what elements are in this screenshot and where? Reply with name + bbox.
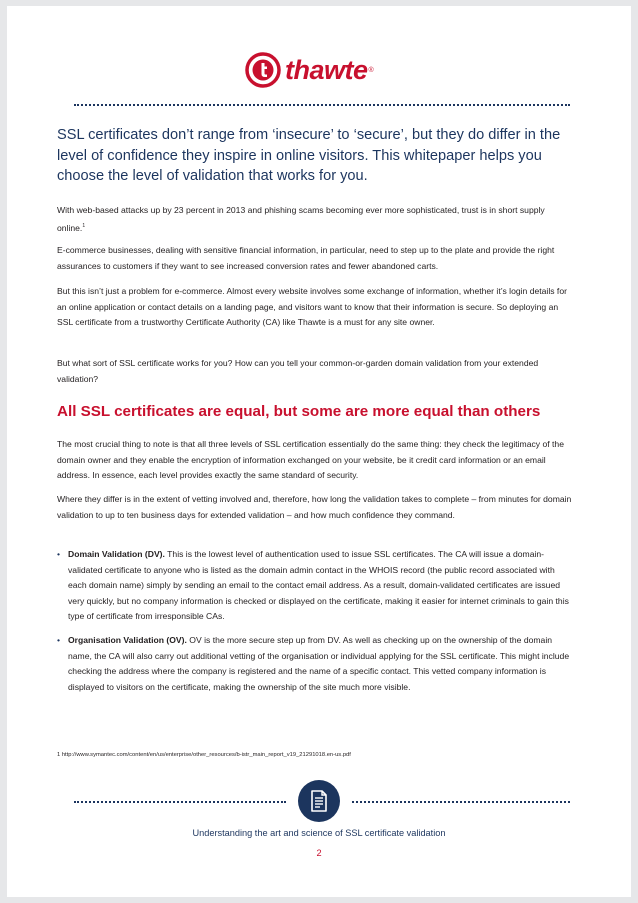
- paragraph-4: But what sort of SSL certificate works for you? How can you tell your common-or-garden domain validation from your extended validation?: [57, 358, 539, 384]
- paragraph-1-text: With web-based attacks up by 23 percent in 2013 and phishing scams becoming ever more sophisticated, trust is in short supply online.: [57, 205, 545, 233]
- bullet-item-domain-validation: [57, 547, 572, 625]
- top-dotted-divider: [74, 104, 570, 106]
- paragraph-3: But this isn’t just a problem for e-commerce. Almost every website involves some exchange of information, whether it’s login details for an online application or contact details on a landing page, and visitors want to know that their information is secure. So deploying an SSL certificate from a trustworthy Certificate Authority (CA) like Thawte is a must for any site owner.: [57, 286, 567, 328]
- section-heading: All SSL certificates are equal, but some are more equal than others: [57, 403, 541, 420]
- thawte-logo: [245, 48, 405, 92]
- bullet-term: Organisation Validation (OV).: [68, 635, 187, 645]
- logo-registered-mark: ®: [368, 66, 374, 74]
- page-number: 2: [316, 848, 322, 858]
- bullet-text: This is the lowest level of authentication used to issue SSL certificates. The CA will issue a domain-validated certificate to anyone who is listed as the domain admin contact in the WHOIS record (the public record associated with each domain name) simply by sending an email to the contact email address. As a result, domain-validated certificates are issued very quickly, but no company information is checked or displayed on the certificate, making it easier for internet criminals to gain this type of certificate from irresponsible CAs.: [68, 549, 569, 622]
- document-icon: [298, 780, 340, 822]
- bullet-text: OV is the more secure step up from DV. As well as checking up on the ownership of the domain name, the CA will also carry out additional vetting of the organisation or individual applying for the SSL certificate. This might include checking the address where the company is registered and the name of a specific contact. This vetted company information is displayed to visitors on the certificate, making the ownership of the site much more visible.: [68, 635, 570, 692]
- footnote: 1 http://www.symantec.com/content/en/us/enterprise/other_resources/b-istr_main_report_v19_21291018.en-us.pdf: [57, 752, 351, 758]
- section-paragraph-2: Where they differ is in the extent of vetting involved and, therefore, how long the validation takes to complete – from minutes for domain validation to up to ten business days for extended validation – and how much confidence they command.: [57, 494, 572, 520]
- footer-title: Understanding the art and science of SSL certificate validation: [192, 828, 446, 838]
- bullet-marker: •: [57, 549, 61, 559]
- intro-text: SSL certificates don’t range from ‘insecure’ to ‘secure’, but they do differ in the level of confidence they inspire in online visitors. This whitepaper helps you choose the level of validation that works for you.: [57, 127, 561, 184]
- bullet-term: Domain Validation (DV).: [68, 549, 165, 559]
- paragraph-2: E-commerce businesses, dealing with sensitive financial information, in particular, need to step up to the plate and provide the right assurances to customers if they want to see increased conversion rates and fewer abandoned carts.: [57, 245, 555, 271]
- bullet-item-organisation-validation: [57, 633, 572, 695]
- bottom-dotted-divider-right: [352, 801, 570, 803]
- thawte-mark-icon: [245, 52, 281, 88]
- bullet-marker: •: [57, 635, 61, 645]
- logo-wordmark: thawte: [285, 54, 368, 85]
- section-paragraph-1: The most crucial thing to note is that all three levels of SSL certification essentially do the same thing: they check the legitimacy of the domain owner and they enable the encryption of information exchanged on your website, be it credit card information or an email address. In essence, each level provides exactly the same standard of security.: [57, 439, 564, 481]
- bottom-dotted-divider-left: [74, 801, 286, 803]
- paragraph-1: [57, 203, 572, 236]
- footnote-marker: 1: [82, 222, 86, 229]
